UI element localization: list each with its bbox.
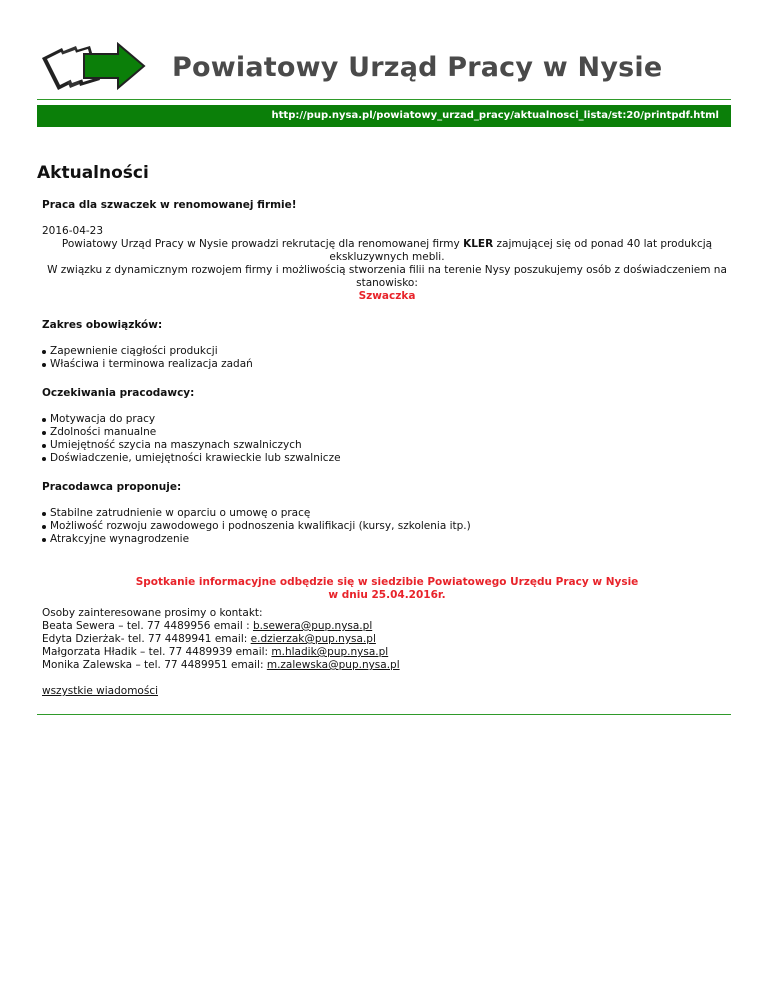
list-item: Zdolności manualne — [42, 426, 732, 439]
contact-row — [42, 646, 732, 659]
list-item: Doświadczenie, umiejętności krawieckie lub szwalnicze — [42, 452, 732, 465]
offer-heading: Pracodawca proponuje: — [42, 481, 182, 493]
duties-list — [42, 345, 732, 371]
article-intro-line2: W związku z dynamicznym rozwojem firmy i możliwością stworzenia filii na terenie Nysy poszukujemy osób z doświadczeniem na stanowisko: — [47, 264, 727, 289]
footer-divider — [37, 714, 731, 715]
meeting-line: Spotkanie informacyjne odbędzie się w siedzibie Powiatowego Urzędu Pracy w Nysie — [135, 576, 639, 588]
site-header-logo — [38, 40, 738, 95]
expectations-heading: Oczekiwania pracodawcy: — [42, 387, 195, 399]
list-item: Właściwa i terminowa realizacja zadań — [42, 358, 732, 371]
all-news-link[interactable]: wszystkie wiadomości — [42, 685, 159, 697]
page-url-bar: http://pup.nysa.pl/powiatowy_urzad_pracy/aktualnosci_lista/st:20/printpdf.html — [37, 105, 731, 127]
meeting-date: w dniu 25.04.2016r. — [328, 589, 446, 601]
email-link[interactable]: e.dzierzak@pup.nysa.pl — [250, 633, 376, 645]
contact-row — [42, 659, 732, 672]
list-item: Atrakcyjne wynagrodzenie — [42, 533, 732, 546]
list-item: Możliwość rozwoju zawodowego i podnoszenia kwalifikacji (kursy, szkolenia itp.) — [42, 520, 732, 533]
company-name: KLER — [463, 238, 494, 250]
article — [42, 199, 732, 698]
article-headline: Praca dla szwaczek w renomowanej firmie! — [42, 199, 297, 211]
contact-list — [42, 607, 732, 672]
contact-details: Małgorzata Hładik – tel. 77 4489939 email: — [42, 646, 272, 658]
duties-heading: Zakres obowiązków: — [42, 319, 163, 331]
job-position: Szwaczka — [358, 290, 416, 302]
intro-text-after: zajmującej się od ponad 40 lat produkcją ekskluzywnych mebli. — [329, 238, 713, 263]
meeting-announcement — [42, 576, 732, 602]
offer-list — [42, 507, 732, 546]
logo-title: Powiatowy Urząd Pracy w Nysie — [172, 52, 663, 83]
expectations-list — [42, 413, 732, 465]
page-title: Aktualności — [37, 163, 149, 183]
intro-text-before: Powiatowy Urząd Pracy w Nysie prowadzi rekrutację dla renomowanej firmy — [61, 238, 464, 250]
contact-row — [42, 620, 732, 633]
logo-arrow-icon — [38, 42, 146, 92]
contact-details: Monika Zalewska – tel. 77 4489951 email: — [42, 659, 267, 671]
header-divider — [37, 99, 731, 100]
contact-row — [42, 633, 732, 646]
contact-intro: Osoby zainteresowane prosimy o kontakt: — [42, 607, 263, 619]
article-intro — [42, 238, 732, 264]
list-item: Umiejętność szycia na maszynach szwalniczych — [42, 439, 732, 452]
list-item: Zapewnienie ciągłości produkcji — [42, 345, 732, 358]
email-link[interactable]: m.hladik@pup.nysa.pl — [271, 646, 389, 658]
email-link[interactable]: b.sewera@pup.nysa.pl — [252, 620, 373, 632]
contact-details: Edyta Dzierżak- tel. 77 4489941 email: — [42, 633, 251, 645]
email-link[interactable]: m.zalewska@pup.nysa.pl — [266, 659, 400, 671]
article-date: 2016-04-23 — [42, 225, 104, 237]
contact-details: Beata Sewera – tel. 77 4489956 email : — [42, 620, 253, 632]
list-item: Stabilne zatrudnienie w oparciu o umowę o pracę — [42, 507, 732, 520]
list-item: Motywacja do pracy — [42, 413, 732, 426]
